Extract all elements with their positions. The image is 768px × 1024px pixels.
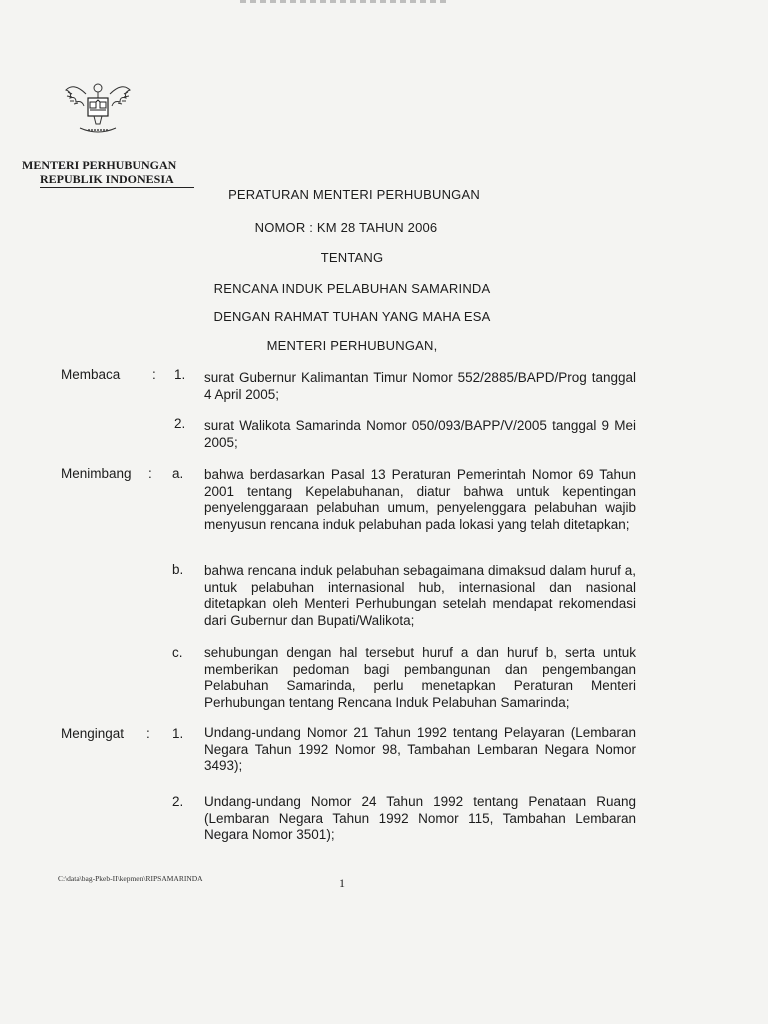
file-path: C:\data\bag-Pkeb-II\kepmen\RIPSAMARINDA (58, 874, 203, 883)
item-letter: b. (172, 562, 184, 577)
item-number: 1. (172, 726, 184, 741)
mengingat-item-1: Undang-undang Nomor 21 Tahun 1992 tentang Pelayaran (Lembaran Negara Tahun 1992 Nomor 98, Tambahan Lembaran Negara Nomor 3493); (204, 725, 636, 773)
page-number: 1 (339, 876, 345, 890)
item-number: 1. (174, 367, 186, 382)
minister-title: MENTERI PERHUBUNGAN, (266, 338, 438, 353)
item-letter: a. (172, 466, 184, 481)
menimbang-item-b: bahwa rencana induk pelabuhan sebagaimana dimaksud dalam huruf a, untuk pelabuhan internasional hub, internasional dan nasional ditetapkan oleh Menteri Perhubungan setelah mendapat rekomendasi dari Gubernur dan Bupati/Walikota; (204, 563, 636, 628)
item-number: 2. (172, 794, 184, 809)
regulation-number: NOMOR : KM 28 TAHUN 2006 (254, 220, 438, 235)
republic-name: REPUBLIK INDONESIA (40, 172, 194, 188)
ministry-header (22, 158, 194, 188)
section-label-mengingat: Mengingat (61, 726, 125, 741)
garuda-emblem-icon (58, 72, 138, 142)
membaca-item-2: surat Walikota Samarinda Nomor 050/093/BAPP/V/2005 tanggal 9 Mei 2005; (204, 418, 636, 450)
section-colon: : (148, 466, 152, 481)
ministry-name: MENTERI PERHUBUNGAN (22, 158, 177, 172)
item-letter: c. (172, 645, 183, 660)
scan-artifact (240, 0, 450, 3)
item-number: 2. (174, 416, 186, 431)
mengingat-item-2: Undang-undang Nomor 24 Tahun 1992 tentang Penataan Ruang (Lembaran Negara Tahun 1992 Nomor 115, Tambahan Lembaran Negara Nomor 3501); (204, 794, 636, 842)
menimbang-item-c: sehubungan dengan hal tersebut huruf a dan huruf b, serta untuk memberikan pedoman bagi pembangunan dan pengembangan Pelabuhan Samarinda, perlu menetapkan Peraturan Menteri Perhubungan tentang Rencana Induk Pelabuhan Samarinda; (204, 645, 636, 710)
section-label-membaca: Membaca (61, 367, 121, 382)
preamble-phrase: DENGAN RAHMAT TUHAN YANG MAHA ESA (213, 309, 491, 324)
menimbang-item-a: bahwa berdasarkan Pasal 13 Peraturan Pemerintah Nomor 69 Tahun 2001 tentang Kepelabuhanan, diatur bahwa untuk kepentingan penyelenggaraan pelabuhan umum, penyelenggara pelabuhan wajib menyusun rencana induk pelabuhan pada lokasi yang telah ditetapkan; (204, 467, 636, 532)
section-colon: : (146, 726, 150, 741)
regulation-subject: RENCANA INDUK PELABUHAN SAMARINDA (213, 281, 491, 296)
regulation-title: PERATURAN MENTERI PERHUBUNGAN (228, 187, 480, 202)
section-colon: : (152, 367, 156, 382)
section-label-menimbang: Menimbang (61, 466, 132, 481)
regulation-about: TENTANG (320, 250, 384, 265)
membaca-item-1: surat Gubernur Kalimantan Timur Nomor 552/2885/BAPD/Prog tanggal 4 April 2005; (204, 370, 636, 402)
